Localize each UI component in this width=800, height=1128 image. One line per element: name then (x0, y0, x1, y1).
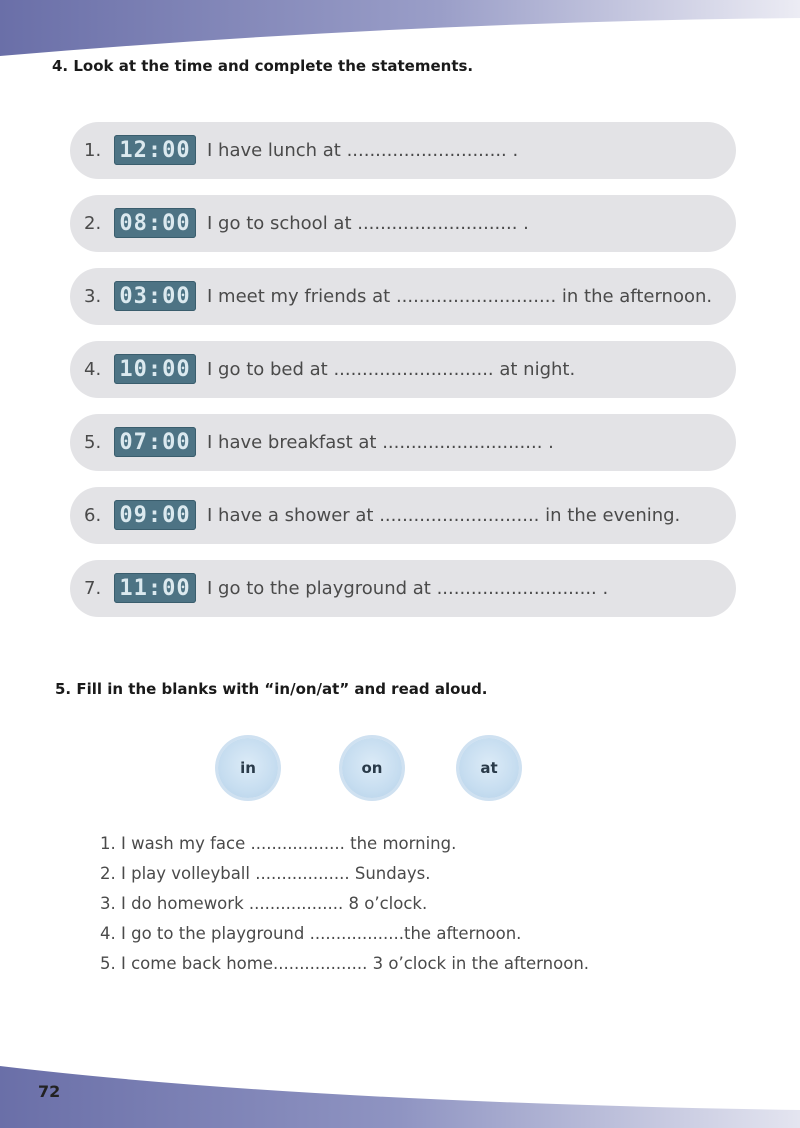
list-item: 3. I do homework .................. 8 o’clock. (100, 894, 428, 913)
statement-text: I go to bed at ............................ at night. (207, 359, 576, 380)
digital-clock-icon: 10:00 (114, 354, 196, 384)
statement-text: I meet my friends at ............................ in the afternoon. (207, 286, 713, 307)
list-item: 1. I wash my face .................. the morning. (100, 834, 457, 853)
digital-clock-icon: 12:00 (114, 135, 196, 165)
option-bubble-at: at (459, 738, 519, 798)
list-item: 4. I go to the playground ..................the afternoon. (100, 924, 522, 943)
list-item (70, 341, 736, 398)
footer-decoration (0, 1066, 800, 1128)
digital-clock-icon: 07:00 (114, 427, 196, 457)
digital-clock-icon: 03:00 (114, 281, 196, 311)
statement-text: I have breakfast at ............................ . (207, 432, 554, 453)
statement-text: I go to the playground at ............................ . (207, 578, 609, 599)
section-5-heading: 5. Fill in the blanks with “in/on/at” and read aloud. (55, 680, 488, 698)
list-item (70, 560, 736, 617)
item-number: 1. (84, 140, 102, 161)
list-item (70, 195, 736, 252)
list-item (70, 487, 736, 544)
section-4-heading: 4. Look at the time and complete the statements. (52, 57, 474, 75)
list-item: 5. I come back home.................. 3 o’clock in the afternoon. (100, 954, 590, 973)
list-item: 2. I play volleyball .................. Sundays. (100, 864, 431, 883)
digital-clock-icon: 09:00 (114, 500, 196, 530)
item-number: 7. (84, 578, 102, 599)
digital-clock-icon: 11:00 (114, 573, 196, 603)
fill-in-list (100, 832, 589, 982)
item-number: 2. (84, 213, 102, 234)
statement-text: I go to school at ............................ . (207, 213, 529, 234)
option-bubble-on: on (342, 738, 402, 798)
time-statements-list (70, 122, 736, 633)
statement-text: I have a shower at ............................ in the evening. (207, 505, 681, 526)
statement-text: I have lunch at ............................ . (207, 140, 519, 161)
digital-clock-icon: 08:00 (114, 208, 196, 238)
list-item (70, 122, 736, 179)
item-number: 6. (84, 505, 102, 526)
list-item (70, 268, 736, 325)
option-bubble-in: in (218, 738, 278, 798)
item-number: 4. (84, 359, 102, 380)
page-number: 72 (38, 1082, 61, 1101)
header-decoration (0, 0, 800, 56)
item-number: 3. (84, 286, 102, 307)
preposition-options (0, 738, 800, 804)
item-number: 5. (84, 432, 102, 453)
list-item (70, 414, 736, 471)
